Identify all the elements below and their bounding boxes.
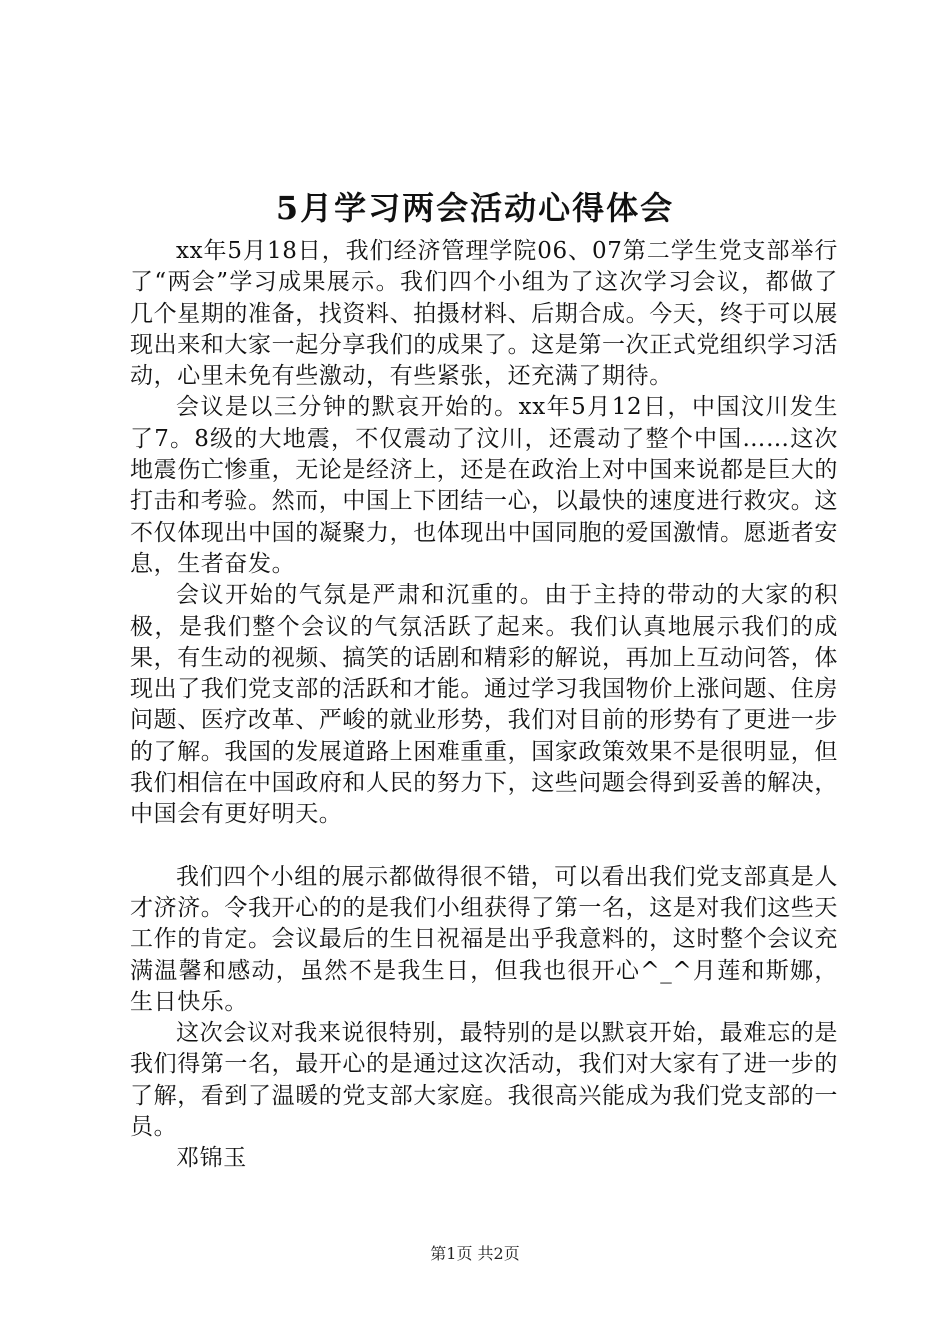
- author-signature: 邓锦玉: [176, 1145, 247, 1172]
- page-footer: 第1页 共2页: [430, 1244, 520, 1263]
- paragraph: 这次会议对我来说很特别，最特别的是以默哀开始，最难忘的是我们得第一名，最开心的是通过这次活动，我们对大家有了进一步的了解，看到了温暖的党支部大家庭。我很高兴能成为我们党支部的一员。: [130, 1020, 838, 1141]
- document-title: 5月学习两会活动心得体会: [275, 189, 675, 227]
- paragraph: 会议是以三分钟的默哀开始的。xx年5月12日，中国汶川发生了7。8级的大地震，不仅震动了汶川，还震动了整个中国……这次地震伤亡惨重，无论是经济上，还是在政治上对中国来说都是巨大的打击和考验。然而，中国上下团结一心，以最快的速度进行救灾。这不仅体现出中国的凝聚力，也体现出中国同胞的爱国激情。愿逝者安息，生者奋发。: [130, 394, 838, 577]
- document-body: [130, 236, 838, 1175]
- paragraph: 我们四个小组的展示都做得很不错，可以看出我们党支部真是人才济济。令我开心的的是我们小组获得了第一名，这是对我们这些天工作的肯定。会议最后的生日祝福是出乎我意料的，这时整个会议充满温馨和感动，虽然不是我生日，但我也很开心^_^月莲和斯娜，生日快乐。: [130, 863, 838, 1015]
- paragraph: 会议开始的气氛是严肃和沉重的。由于主持的带动的大家的积极，是我们整个会议的气氛活跃了起来。我们认真地展示我们的成果，有生动的视频、搞笑的话剧和精彩的解说，再加上互动问答，体现出了我们党支部的活跃和才能。通过学习我国物价上涨问题、住房问题、医疗改革、严峻的就业形势，我们对目前的形势有了更进一步的了解。我国的发展道路上困难重重，国家政策效果不是很明显，但我们相信在中国政府和人民的努力下，这些问题会得到妥善的解决，中国会有更好明天。: [130, 582, 838, 828]
- paragraph: xx年5月18日，我们经济管理学院06、07第二学生党支部举行了“两会”学习成果展示。我们四个小组为了这次学习会议，都做了几个星期的准备，找资料、拍摄材料、后期合成。今天，终于可以展现出来和大家一起分享我们的成果了。这是第一次正式党组织学习活动，心里未免有些激动，有些紧张，还充满了期待。: [130, 238, 838, 390]
